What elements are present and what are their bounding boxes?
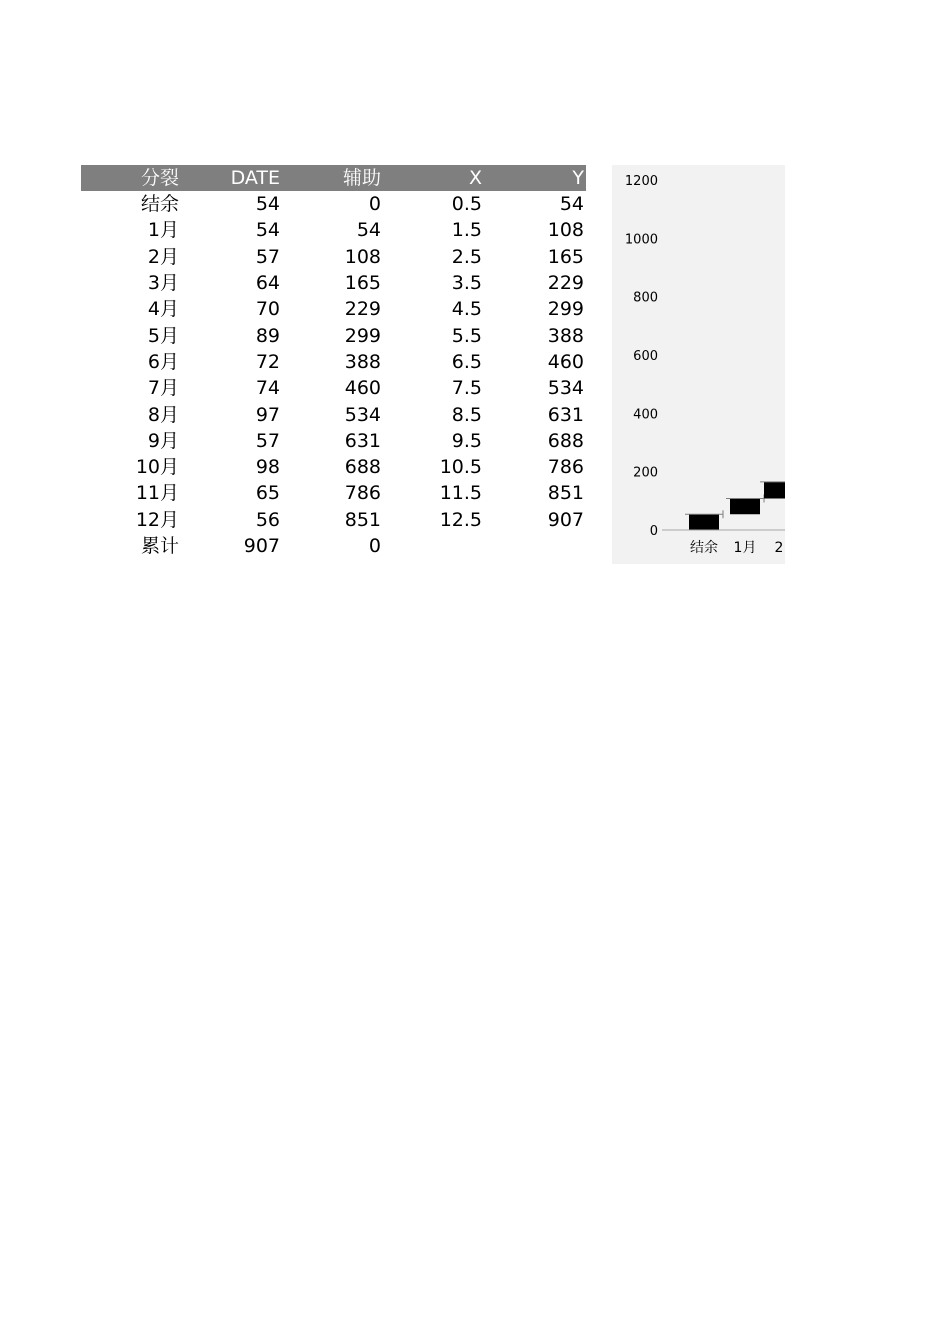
table-header-row [81, 165, 586, 191]
table-row [81, 454, 586, 480]
data-table [81, 165, 586, 559]
table-cell: 851 [547, 482, 584, 505]
table-cell: 688 [344, 456, 381, 479]
table-cell: 6.5 [451, 350, 482, 373]
table-cell: 70 [255, 298, 280, 321]
table-row [81, 507, 586, 533]
table-cell: 108 [344, 245, 381, 268]
table-cell: 460 [547, 350, 584, 373]
x-tick-label: 2 [774, 540, 784, 556]
table-cell: 11.5 [439, 482, 482, 505]
table-cell: 8月 [147, 403, 179, 426]
table-cell: 12月 [135, 508, 179, 531]
table-cell: 57 [255, 245, 280, 268]
table-cell: 165 [344, 272, 381, 295]
y-tick-label: 1000 [624, 232, 658, 248]
table-cell: 3月 [147, 272, 179, 295]
table-cell: 54 [255, 193, 280, 216]
table-cell: 0 [368, 193, 381, 216]
table-cell: 97 [255, 403, 280, 426]
table-cell: 851 [344, 508, 381, 531]
table-row [81, 296, 586, 322]
table-cell: 688 [547, 429, 584, 452]
x-tick-label: 结余 [690, 540, 718, 556]
table-cell: 57 [255, 429, 280, 452]
table-cell: 229 [547, 272, 584, 295]
table-cell: 229 [344, 298, 381, 321]
table-cell: 0 [368, 535, 381, 557]
table-cell: 7月 [147, 377, 179, 400]
table-cell: 299 [547, 298, 584, 321]
table-row [81, 244, 586, 270]
table-row [81, 480, 586, 506]
table-cell: 9月 [147, 429, 179, 452]
y-tick-label: 800 [633, 290, 658, 306]
table-row [81, 322, 586, 348]
table-cell: 11月 [135, 482, 179, 505]
table-cell: 98 [255, 456, 280, 479]
x-tick-label: 1月 [733, 540, 757, 556]
table-cell: 8.5 [451, 403, 482, 426]
header-y: Y [484, 165, 586, 191]
table-cell: 534 [547, 377, 584, 400]
table-cell [383, 533, 484, 559]
table-cell: 7.5 [451, 377, 482, 400]
y-tick-label: 1200 [624, 174, 658, 189]
table-row [81, 270, 586, 296]
y-tick-label: 400 [633, 407, 658, 423]
table-row [81, 533, 586, 559]
table-cell: 6月 [147, 350, 179, 373]
table-cell: 10.5 [439, 456, 482, 479]
x-axis [662, 530, 785, 556]
y-axis [625, 174, 658, 539]
waterfall-chart [612, 165, 785, 564]
bar [689, 514, 719, 530]
table-body [81, 191, 586, 559]
table-cell: 5月 [147, 324, 179, 347]
table-cell: 3.5 [451, 272, 482, 295]
table-cell: 460 [344, 377, 381, 400]
header-date: DATE [181, 165, 282, 191]
table-cell: 累计 [140, 535, 179, 557]
table-cell: 907 [547, 508, 584, 531]
table-cell: 631 [344, 429, 381, 452]
table-cell: 4.5 [451, 298, 482, 321]
chart-svg [612, 165, 785, 564]
header-split: 分裂 [81, 165, 181, 191]
table-cell: 4月 [147, 298, 179, 321]
table-cell: 299 [344, 324, 381, 347]
table-cell: 0.5 [451, 193, 482, 216]
table-cell: 907 [243, 535, 280, 557]
table-cell: 1月 [147, 219, 179, 242]
table-row [81, 349, 586, 375]
table-cell: 2.5 [451, 245, 482, 268]
table-cell: 9.5 [451, 429, 482, 452]
table-cell: 74 [255, 377, 280, 400]
table-cell: 165 [547, 245, 584, 268]
table-row [81, 428, 586, 454]
table-row [81, 191, 586, 217]
table-cell: 64 [255, 272, 280, 295]
table-cell: 10月 [135, 456, 179, 479]
header-helper: 辅助 [282, 165, 383, 191]
table-cell: 534 [344, 403, 381, 426]
bar [764, 482, 785, 499]
bars [685, 478, 785, 530]
table-cell: 12.5 [439, 508, 482, 531]
table-cell: 1.5 [451, 219, 482, 242]
table-cell: 786 [547, 456, 584, 479]
table-cell: 54 [356, 219, 381, 242]
table-cell: 631 [547, 403, 584, 426]
table-cell: 786 [344, 482, 381, 505]
table-cell: 56 [255, 508, 280, 531]
table-cell: 65 [255, 482, 280, 505]
y-tick-label: 0 [649, 524, 658, 539]
table-cell: 54 [255, 219, 280, 242]
table-cell: 388 [344, 350, 381, 373]
table-cell: 结余 [140, 193, 179, 216]
table-cell: 72 [255, 350, 280, 373]
table-cell: 108 [547, 219, 584, 242]
table-row [81, 375, 586, 401]
table-row [81, 217, 586, 243]
table-row [81, 401, 586, 427]
table-cell [484, 533, 586, 559]
table-cell: 5.5 [451, 324, 482, 347]
y-tick-label: 600 [633, 349, 658, 364]
header-x: X [383, 165, 484, 191]
table-cell: 388 [547, 324, 584, 347]
table-cell: 54 [559, 193, 584, 216]
y-tick-label: 200 [633, 465, 658, 481]
table-cell: 2月 [147, 245, 179, 268]
bar [730, 499, 760, 515]
table-cell: 89 [255, 324, 280, 347]
